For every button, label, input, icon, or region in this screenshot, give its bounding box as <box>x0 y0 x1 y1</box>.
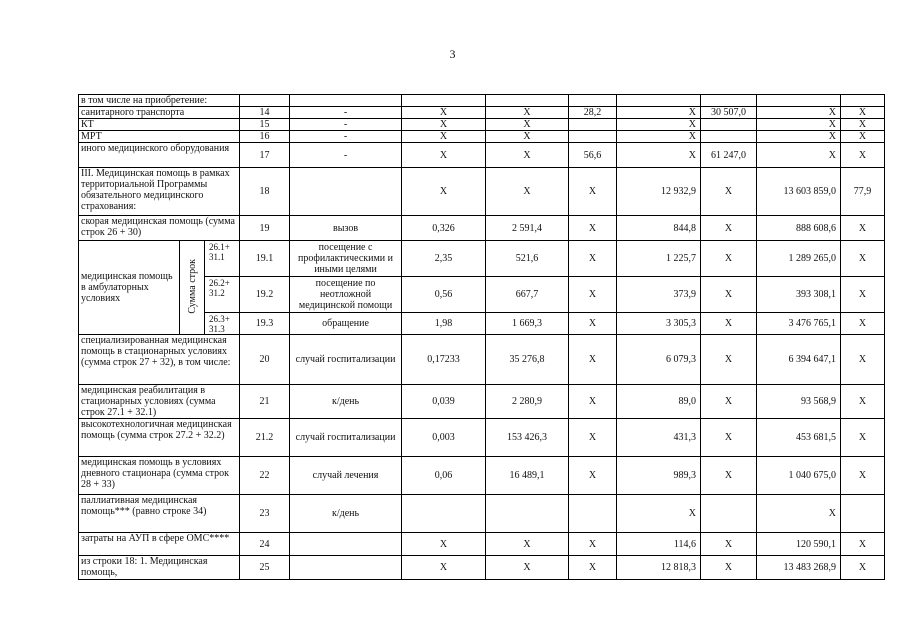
ambulatory-name: медицинская помощь в амбулаторных условиях <box>79 241 180 335</box>
cell: Х <box>701 533 757 556</box>
cell: Х <box>757 495 841 533</box>
cell: Х <box>841 335 885 385</box>
cell: Х <box>757 119 841 131</box>
row-number: 20 <box>240 335 290 385</box>
row-name: высокотехнологичная медицинская помощь (сумма строк 27.2 + 32.2) <box>79 419 240 457</box>
cell: 153 426,3 <box>486 419 569 457</box>
cell: 13 603 859,0 <box>757 168 841 216</box>
cell: 12 818,3 <box>617 556 701 580</box>
row-unit <box>290 556 402 580</box>
row-ref: 26.1+ 31.1 <box>205 241 240 277</box>
cell <box>701 495 757 533</box>
cell: Х <box>841 385 885 419</box>
row-number: 19.2 <box>240 277 290 313</box>
row-unit: случай лечения <box>290 457 402 495</box>
cell: Х <box>841 533 885 556</box>
cell: Х <box>569 335 617 385</box>
cell: Х <box>486 107 569 119</box>
cell: Х <box>841 419 885 457</box>
cell: 3 476 765,1 <box>757 313 841 335</box>
row-unit: - <box>290 131 402 143</box>
cell <box>617 95 701 107</box>
cell: Х <box>701 277 757 313</box>
table-row <box>79 457 885 495</box>
cell <box>402 495 486 533</box>
cell: Х <box>569 168 617 216</box>
table-row <box>79 216 885 241</box>
cell: Х <box>841 143 885 168</box>
row-number: 18 <box>240 168 290 216</box>
cell: 114,6 <box>617 533 701 556</box>
row-number: 23 <box>240 495 290 533</box>
cell: Х <box>841 131 885 143</box>
cell: Х <box>402 533 486 556</box>
cell: Х <box>569 533 617 556</box>
row-number: 19.3 <box>240 313 290 335</box>
cell: 6 079,3 <box>617 335 701 385</box>
cell: Х <box>569 457 617 495</box>
cell: Х <box>841 216 885 241</box>
row-number: 19 <box>240 216 290 241</box>
medical-care-table <box>78 94 885 580</box>
cell: Х <box>701 216 757 241</box>
cell: Х <box>841 277 885 313</box>
table-row <box>79 385 885 419</box>
row-name: специализированная медицинская помощь в стационарных условиях (сумма строк 27 + 32), в том числе: <box>79 335 240 385</box>
cell <box>402 95 486 107</box>
table-row <box>79 143 885 168</box>
row-name: КТ <box>79 119 240 131</box>
cell: 93 568,9 <box>757 385 841 419</box>
cell: Х <box>402 107 486 119</box>
table-row <box>79 335 885 385</box>
row-name: III. Медицинская помощь в рамках территориальной Программы обязательного медицинского страхования: <box>79 168 240 216</box>
table-row <box>79 107 885 119</box>
cell: 13 483 268,9 <box>757 556 841 580</box>
table-row <box>79 419 885 457</box>
cell: 0,326 <box>402 216 486 241</box>
row-number: 14 <box>240 107 290 119</box>
row-unit: - <box>290 143 402 168</box>
cell: Х <box>757 131 841 143</box>
cell: Х <box>569 216 617 241</box>
row-unit: - <box>290 119 402 131</box>
table-row <box>79 556 885 580</box>
row-number: 19.1 <box>240 241 290 277</box>
cell: Х <box>486 131 569 143</box>
cell: Х <box>757 107 841 119</box>
cell: Х <box>757 143 841 168</box>
cell: Х <box>569 556 617 580</box>
table-row <box>79 168 885 216</box>
row-unit: к/день <box>290 495 402 533</box>
row-number: 17 <box>240 143 290 168</box>
cell: 2,35 <box>402 241 486 277</box>
row-name: затраты на АУП в сфере ОМС**** <box>79 533 240 556</box>
row-name: из строки 18: 1. Медицинская помощь, <box>79 556 240 580</box>
cell: 521,6 <box>486 241 569 277</box>
row-unit: случай госпитализации <box>290 335 402 385</box>
row-number: 25 <box>240 556 290 580</box>
cell: 431,3 <box>617 419 701 457</box>
table-row <box>79 131 885 143</box>
row-name: в том числе на приобретение: <box>79 95 240 107</box>
cell: Х <box>841 119 885 131</box>
cell: Х <box>701 419 757 457</box>
row-unit: посещение по неотложной медицинской помощи <box>290 277 402 313</box>
cell: 1 040 675,0 <box>757 457 841 495</box>
row-ref: 26.3+ 31.3 <box>205 313 240 335</box>
cell: Х <box>841 457 885 495</box>
cell: Х <box>486 143 569 168</box>
cell <box>841 495 885 533</box>
cell: 0,003 <box>402 419 486 457</box>
cell: 0,06 <box>402 457 486 495</box>
row-unit: случай госпитализации <box>290 419 402 457</box>
cell: 2 591,4 <box>486 216 569 241</box>
cell: 3 305,3 <box>617 313 701 335</box>
cell: 6 394 647,1 <box>757 335 841 385</box>
row-unit <box>290 533 402 556</box>
cell: 1 225,7 <box>617 241 701 277</box>
cell <box>757 95 841 107</box>
cell: 667,7 <box>486 277 569 313</box>
cell <box>569 131 617 143</box>
cell: 89,0 <box>617 385 701 419</box>
cell: Х <box>701 335 757 385</box>
cell: Х <box>617 143 701 168</box>
cell: 453 681,5 <box>757 419 841 457</box>
cell: 1,98 <box>402 313 486 335</box>
cell: Х <box>486 533 569 556</box>
row-number: 22 <box>240 457 290 495</box>
cell: Х <box>402 119 486 131</box>
cell: 61 247,0 <box>701 143 757 168</box>
cell <box>486 95 569 107</box>
row-name: МРТ <box>79 131 240 143</box>
cell: 989,3 <box>617 457 701 495</box>
cell: Х <box>569 385 617 419</box>
cell <box>569 95 617 107</box>
cell: Х <box>617 119 701 131</box>
cell: 0,17233 <box>402 335 486 385</box>
row-name: медицинская помощь в условиях дневного стационара (сумма строк 28 + 33) <box>79 457 240 495</box>
row-name: иного медицинского оборудования <box>79 143 240 168</box>
cell: 56,6 <box>569 143 617 168</box>
cell: Х <box>402 168 486 216</box>
cell <box>701 131 757 143</box>
row-number <box>240 95 290 107</box>
cell: 35 276,8 <box>486 335 569 385</box>
row-number: 21 <box>240 385 290 419</box>
cell: Х <box>701 556 757 580</box>
table-row-19-1 <box>79 241 885 277</box>
table-row <box>79 495 885 533</box>
cell: Х <box>569 313 617 335</box>
cell: 0,56 <box>402 277 486 313</box>
row-ref: 26.2+ 31.2 <box>205 277 240 313</box>
cell: Х <box>569 241 617 277</box>
cell: Х <box>841 556 885 580</box>
page-number: 3 <box>449 47 456 61</box>
row-unit: посещение с профилактическими и иными целями <box>290 241 402 277</box>
row-unit: вызов <box>290 216 402 241</box>
row-name: паллиативная медицинская помощь*** (равно строке 34) <box>79 495 240 533</box>
row-unit <box>290 168 402 216</box>
cell: Х <box>701 457 757 495</box>
cell: 1 669,3 <box>486 313 569 335</box>
cell: Х <box>402 143 486 168</box>
cell: Х <box>701 313 757 335</box>
cell: 120 590,1 <box>757 533 841 556</box>
cell: Х <box>841 313 885 335</box>
cell <box>701 95 757 107</box>
row-unit: обращение <box>290 313 402 335</box>
cell: 77,9 <box>841 168 885 216</box>
cell: Х <box>841 107 885 119</box>
cell: Х <box>486 556 569 580</box>
cell: 30 507,0 <box>701 107 757 119</box>
table-row <box>79 95 885 107</box>
row-name: скорая медицинская помощь (сумма строк 26 + 30) <box>79 216 240 241</box>
cell <box>569 495 617 533</box>
row-unit: - <box>290 107 402 119</box>
cell: Х <box>701 241 757 277</box>
cell <box>569 119 617 131</box>
cell <box>841 95 885 107</box>
cell <box>701 119 757 131</box>
row-name: медицинская реабилитация в стационарных условиях (сумма строк 27.1 + 32.1) <box>79 385 240 419</box>
row-unit: к/день <box>290 385 402 419</box>
cell: 16 489,1 <box>486 457 569 495</box>
row-number: 24 <box>240 533 290 556</box>
cell: 0,039 <box>402 385 486 419</box>
cell: 844,8 <box>617 216 701 241</box>
cell: 1 289 265,0 <box>757 241 841 277</box>
cell: 888 608,6 <box>757 216 841 241</box>
cell: Х <box>841 241 885 277</box>
row-number: 21.2 <box>240 419 290 457</box>
cell: Х <box>402 556 486 580</box>
cell: 2 280,9 <box>486 385 569 419</box>
cell: 393 308,1 <box>757 277 841 313</box>
row-number: 16 <box>240 131 290 143</box>
cell: 373,9 <box>617 277 701 313</box>
table-row <box>79 533 885 556</box>
cell: Х <box>617 495 701 533</box>
cell: Х <box>617 107 701 119</box>
cell: 12 932,9 <box>617 168 701 216</box>
cell <box>486 495 569 533</box>
cell: Х <box>701 385 757 419</box>
row-unit <box>290 95 402 107</box>
cell: Х <box>402 131 486 143</box>
table-row <box>79 119 885 131</box>
cell: Х <box>486 119 569 131</box>
cell: Х <box>569 419 617 457</box>
cell: Х <box>569 277 617 313</box>
cell: Х <box>701 168 757 216</box>
cell: 28,2 <box>569 107 617 119</box>
row-name: санитарного транспорта <box>79 107 240 119</box>
sum-of-rows-label: Сумма строк <box>180 241 205 335</box>
row-number: 15 <box>240 119 290 131</box>
cell: Х <box>486 168 569 216</box>
cell: Х <box>617 131 701 143</box>
